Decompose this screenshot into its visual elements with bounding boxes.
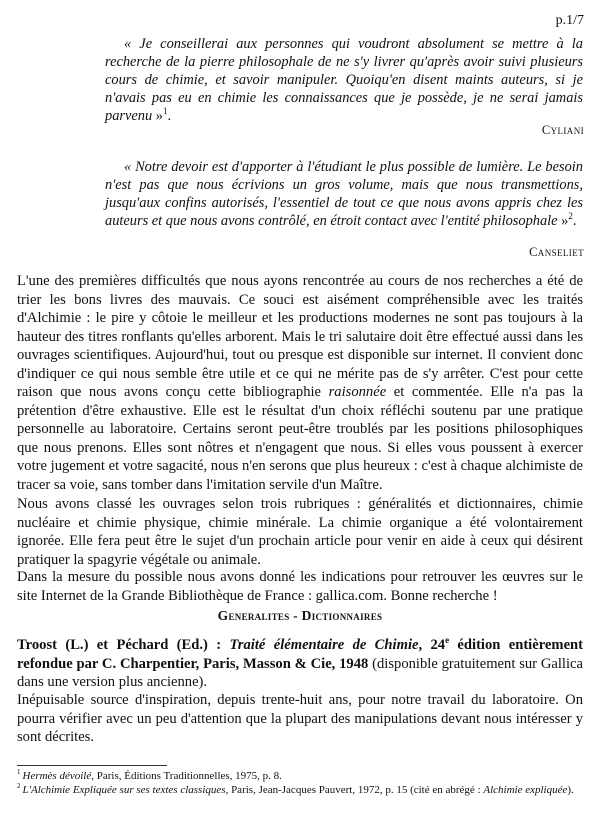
footnote-2-number: 2 bbox=[17, 782, 21, 791]
footnote-1 bbox=[17, 770, 583, 784]
entry-details: édition entièrement refondue par C. Charpentier, Paris, Masson & Cie, 1948 bbox=[17, 637, 584, 672]
intro-paragraph-1-part-b: et commentée. Elle n'a pas la prétention d'être exhaustive. Elle est le résultat d'un choix réfléchi soutenu par une pratique personnelle au laboratoire. Certains seront peut-être troublés par les positions philosophiques que nous prenons. Elles sont nôtres et n'engagent que nous. Si elles vous poussent à exercer votre jugement et votre sagacité, nous n'en serons que plus heureux : c'est à chaque alchimiste de tracer sa voie, sans tomber dans l'imitation servile d'un Maître. bbox=[17, 384, 583, 493]
footnote-2-abbr: Alchimie expliquée bbox=[483, 784, 568, 796]
entry-availability-note: (disponible gratuitement sur Gallica dans une version plus ancienne). bbox=[17, 655, 583, 690]
intro-paragraph-2: Nous avons classé les ouvrages selon trois rubriques : généralités et dictionnaires, chimie nucléaire et chimie physique, chimie minérale. La chimie organique a été volontairement ignorée. Elle fera peut être le sujet d'un prochain article pour venir en aide à ceux qui désirent pratiquer la spagyrie végétale ou animale. bbox=[17, 496, 583, 568]
intro-paragraph-1-part-a: L'une des premières difficultés que nous ayons rencontrée au cours de nos recherches a été de trier les bons livres des mauvais. Ce souci est aisément compréhensible avec les traités d'Alchimie : le pire y côtoie le meilleur et les productions modernes ne sont pas toujours à la hauteur des titres ronflants qu'elles arborent. Mais le tri salutaire doit être effectué aussi dans les ouvrages scientifiques. Aujourd'hui, tout ou presque est disponible sur internet. Il convient donc d'indiquer ce qui nous semble être utile et ce qui ne mérite pas de s'y arrêter. C'est pour cette raison que nous avons conçu cette bibliographie bbox=[17, 273, 583, 400]
footnote-ref-2: 2 bbox=[568, 211, 573, 222]
epigraph-quote-1-end: . bbox=[167, 108, 172, 124]
entry-edition-number: , 24 bbox=[418, 637, 446, 653]
footnote-2-title: L'Alchimie Expliquée sur ses textes classiques bbox=[22, 784, 226, 796]
entry-description: Inépuisable source d'inspiration, depuis trente-huit ans, pour notre travail du laboratoire. On pourra vérifier avec un peu d'attention que la plupart des manipulations devant nous intéresser y sont décrites. bbox=[17, 692, 583, 745]
epigraph-quote-1 bbox=[105, 35, 583, 125]
section-heading: Generalites - Dictionnaires bbox=[217, 608, 383, 623]
footnote-2-rest: , Paris, Jean-Jacques Pauvert, 1972, p. 15 (cité en abrégé : bbox=[225, 784, 484, 796]
footnote-1-number: 1 bbox=[17, 768, 21, 777]
footnote-divider bbox=[17, 765, 167, 766]
footnote-1-rest: , Paris, Éditions Traditionnelles, 1975, p. 8. bbox=[91, 770, 282, 782]
intro-paragraph-3: Dans la mesure du possible nous avons donné les indications pour retrouver les œuvres sur le site Internet de la Grande Bibliothèque de France : gallica.com. Bonne recherche ! bbox=[17, 569, 583, 604]
footnote-ref-1: 1 bbox=[162, 106, 168, 117]
epigraph-author-1: Cyliani bbox=[541, 123, 584, 137]
emphasis-raisonnee: raisonnée bbox=[328, 384, 387, 400]
epigraph-quote-1-close: » bbox=[152, 108, 163, 124]
intro-paragraph-1 bbox=[17, 272, 583, 494]
epigraph-quote-2-end: . bbox=[572, 213, 577, 229]
epigraph-quote-2 bbox=[105, 158, 583, 230]
footnote-2-end: ). bbox=[567, 784, 574, 796]
page-number: p.1/7 bbox=[555, 13, 584, 28]
epigraph-quote-2-text: « Notre devoir est d'apporter à l'étudiant le plus possible de lumière. Le besoin n'est pas que nous écrivions un gros volume, mais que nous transmettions, jusqu'aux confins autorisés, l'essentiel de tout ce que nous avons appris chez les auteurs et que nous avons contrôlé, en étroit contact avec l'entité philosophale bbox=[105, 159, 583, 229]
entry-title: Traité élémentaire de Chimie bbox=[229, 637, 419, 653]
epigraph-quote-1-text: « Je conseillerai aux personnes qui voudront absolument se mettre à la recherche de la pierre philosophale de ne s'y livrer qu'après avoir suivi plusieurs cours de chimie, et savoir manipuler. Quoiqu'en disent maints auteurs, si je n'avais pas eu en chimie les connaissances que je possède, je ne serai jamais parvenu bbox=[105, 36, 583, 124]
epigraph-quote-2-close: » bbox=[557, 213, 569, 229]
entry-edition-sup: e bbox=[445, 635, 450, 646]
footnote-2 bbox=[17, 784, 583, 798]
footnote-1-title: Hermès dévoilé bbox=[22, 770, 92, 782]
entry-authors: Troost (L.) et Péchard (Ed.) : bbox=[17, 637, 230, 653]
bibliography-entry bbox=[17, 636, 583, 692]
epigraph-author-2: Canseliet bbox=[529, 245, 584, 259]
